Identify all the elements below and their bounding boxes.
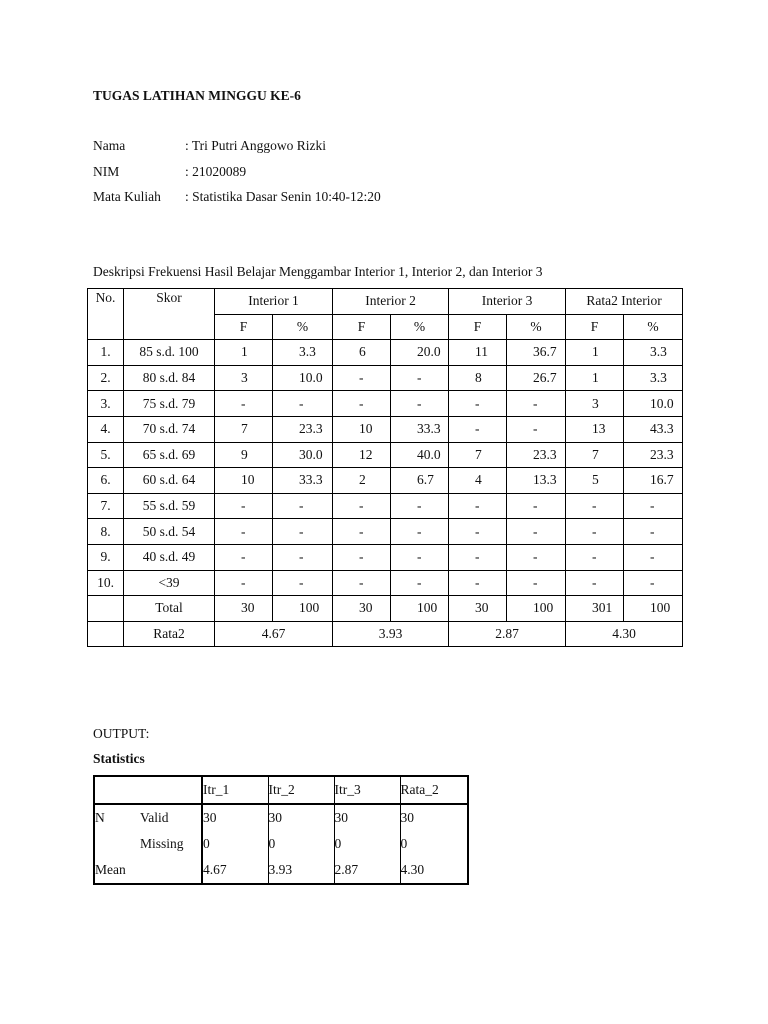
table-cell: 33.3 xyxy=(273,468,333,494)
table-cell: 5 xyxy=(566,468,624,494)
table-cell: 7 xyxy=(449,442,507,468)
table-cell: - xyxy=(507,391,566,417)
mean-label: Mean xyxy=(95,862,126,877)
stat-value: 30 xyxy=(400,804,468,831)
table-cell: 10 xyxy=(333,416,391,442)
table-cell: 4 xyxy=(449,468,507,494)
column-header: Rata_2 xyxy=(400,776,468,804)
table-cell: - xyxy=(215,493,273,519)
table-cell: - xyxy=(215,391,273,417)
header-skor: Skor xyxy=(124,289,215,340)
table-cell: - xyxy=(449,416,507,442)
table-cell: - xyxy=(624,570,683,596)
table-cell: - xyxy=(449,570,507,596)
subheader-pct: % xyxy=(391,314,449,340)
statistics-row-mean xyxy=(94,857,468,884)
statistics-header-row xyxy=(94,776,468,804)
table-row xyxy=(88,544,683,570)
row-score-range: <39 xyxy=(124,570,215,596)
table-cell: - xyxy=(507,493,566,519)
table-cell: - xyxy=(333,519,391,545)
row-score-range: 80 s.d. 84 xyxy=(124,365,215,391)
page-title: TUGAS LATIHAN MINGGU KE-6 xyxy=(93,88,301,103)
table-cell: 6 xyxy=(333,340,391,366)
column-header: Itr_3 xyxy=(334,776,400,804)
subheader-pct: % xyxy=(273,314,333,340)
table-cell: - xyxy=(449,544,507,570)
header-interior-1: Interior 1 xyxy=(215,289,333,315)
table-cell: - xyxy=(333,391,391,417)
table-cell: 12 xyxy=(333,442,391,468)
table-cell: 3.3 xyxy=(273,340,333,366)
stat-value: 4.30 xyxy=(400,857,468,884)
table-cell: 23.3 xyxy=(624,442,683,468)
mean-cell: 4.67 xyxy=(215,621,333,647)
mean-row xyxy=(88,621,683,647)
row-score-range: 70 s.d. 74 xyxy=(124,416,215,442)
n-label: N xyxy=(95,810,105,825)
stat-value: 2.87 xyxy=(334,857,400,884)
table-cell: - xyxy=(273,544,333,570)
total-cell: 30 xyxy=(333,596,391,622)
total-cell: 100 xyxy=(391,596,449,622)
table-cell: 9 xyxy=(215,442,273,468)
subheader-pct: % xyxy=(507,314,566,340)
table-row xyxy=(88,365,683,391)
header-interior-3: Interior 3 xyxy=(449,289,566,315)
column-header: Itr_1 xyxy=(202,776,268,804)
table-cell: - xyxy=(273,519,333,545)
total-label: Total xyxy=(124,596,215,622)
table-row xyxy=(88,391,683,417)
statistics-row-missing xyxy=(94,831,468,857)
table-cell: 11 xyxy=(449,340,507,366)
row-score-range: 40 s.d. 49 xyxy=(124,544,215,570)
student-info xyxy=(93,138,381,215)
info-row-nim xyxy=(93,164,381,190)
row-score-range: 50 s.d. 54 xyxy=(124,519,215,545)
table-cell: 20.0 xyxy=(391,340,449,366)
table-cell: 3 xyxy=(566,391,624,417)
table-cell: 10 xyxy=(215,468,273,494)
table-cell: - xyxy=(215,544,273,570)
statistics-table xyxy=(93,775,469,885)
table-cell: - xyxy=(566,493,624,519)
table-cell: - xyxy=(507,570,566,596)
row-number: 9. xyxy=(88,544,124,570)
stat-value: 3.93 xyxy=(268,857,334,884)
stat-value: 0 xyxy=(202,831,268,857)
table-cell: - xyxy=(624,519,683,545)
row-number: 3. xyxy=(88,391,124,417)
table-cell: 7 xyxy=(215,416,273,442)
row-score-range: 75 s.d. 79 xyxy=(124,391,215,417)
info-value: : Tri Putri Anggowo Rizki xyxy=(185,138,327,153)
subheader-f: F xyxy=(449,314,507,340)
total-row xyxy=(88,596,683,622)
output-label: OUTPUT: xyxy=(93,726,150,741)
row-score-range: 65 s.d. 69 xyxy=(124,442,215,468)
table-cell: - xyxy=(566,544,624,570)
mean-cell: 2.87 xyxy=(449,621,566,647)
stat-value: 4.67 xyxy=(202,857,268,884)
table-cell: - xyxy=(215,519,273,545)
table-cell: 3.3 xyxy=(624,365,683,391)
table-cell: - xyxy=(566,519,624,545)
info-value: : 21020089 xyxy=(185,163,247,179)
table-row xyxy=(88,416,683,442)
table-cell: - xyxy=(449,519,507,545)
table-cell: 26.7 xyxy=(507,365,566,391)
table-cell: 3 xyxy=(215,365,273,391)
row-score-range: 60 s.d. 64 xyxy=(124,468,215,494)
table-cell: 10.0 xyxy=(273,365,333,391)
subheader-f: F xyxy=(566,314,624,340)
stat-value: 0 xyxy=(268,831,334,857)
table-cell: - xyxy=(391,493,449,519)
table-cell: 33.3 xyxy=(391,416,449,442)
info-label: NIM xyxy=(93,163,120,179)
frequency-table xyxy=(87,288,683,647)
empty-cell xyxy=(88,596,124,622)
row-number: 2. xyxy=(88,365,124,391)
row-number: 10. xyxy=(88,570,124,596)
row-label: Missing xyxy=(140,836,184,851)
statistics-title: Statistics xyxy=(93,751,145,766)
row-score-range: 85 s.d. 100 xyxy=(124,340,215,366)
table-row xyxy=(88,570,683,596)
table-cell: 13.3 xyxy=(507,468,566,494)
stat-value: 30 xyxy=(334,804,400,831)
table-cell: - xyxy=(333,365,391,391)
table-cell: - xyxy=(215,570,273,596)
table-cell: - xyxy=(449,391,507,417)
mean-label: Rata2 xyxy=(124,621,215,647)
row-score-range: 55 s.d. 59 xyxy=(124,493,215,519)
mean-cell: 3.93 xyxy=(333,621,449,647)
table-cell: 40.0 xyxy=(391,442,449,468)
table-cell: - xyxy=(449,493,507,519)
table-cell: - xyxy=(333,544,391,570)
mean-cell: 4.30 xyxy=(566,621,683,647)
info-row-mata-kuliah xyxy=(93,189,381,215)
total-cell: 30 xyxy=(215,596,273,622)
header-rata2-interior: Rata2 Interior xyxy=(566,289,683,315)
table-cell: - xyxy=(273,570,333,596)
total-cell: 301 xyxy=(566,596,624,622)
table-cell: 8 xyxy=(449,365,507,391)
table-description: Deskripsi Frekuensi Hasil Belajar Menggambar Interior 1, Interior 2, dan Interior 3 xyxy=(93,264,543,279)
table-cell: - xyxy=(507,519,566,545)
table-cell: - xyxy=(273,493,333,519)
table-row xyxy=(88,493,683,519)
table-cell: 43.3 xyxy=(624,416,683,442)
table-cell: - xyxy=(391,519,449,545)
table-cell: 30.0 xyxy=(273,442,333,468)
header-row xyxy=(88,289,683,315)
info-value: : Statistika Dasar Senin 10:40-12:20 xyxy=(185,189,381,204)
table-cell: - xyxy=(391,391,449,417)
row-number: 1. xyxy=(88,340,124,366)
table-row xyxy=(88,442,683,468)
info-label: Mata Kuliah xyxy=(93,189,161,204)
table-cell: - xyxy=(333,570,391,596)
row-number: 8. xyxy=(88,519,124,545)
table-cell: 6.7 xyxy=(391,468,449,494)
row-number: 6. xyxy=(88,468,124,494)
subheader-f: F xyxy=(333,314,391,340)
table-cell: - xyxy=(273,391,333,417)
table-cell: - xyxy=(624,544,683,570)
stat-value: 0 xyxy=(334,831,400,857)
table-cell: 10.0 xyxy=(624,391,683,417)
stat-value: 0 xyxy=(400,831,468,857)
table-cell: 16.7 xyxy=(624,468,683,494)
total-cell: 30 xyxy=(449,596,507,622)
empty-cell xyxy=(140,776,202,804)
table-cell: 23.3 xyxy=(507,442,566,468)
empty-cell xyxy=(94,776,140,804)
stat-value: 30 xyxy=(202,804,268,831)
table-cell: 1 xyxy=(215,340,273,366)
stat-value: 30 xyxy=(268,804,334,831)
row-number: 5. xyxy=(88,442,124,468)
empty-cell xyxy=(88,621,124,647)
row-number: 7. xyxy=(88,493,124,519)
subheader-pct: % xyxy=(624,314,683,340)
table-cell: 36.7 xyxy=(507,340,566,366)
table-cell: - xyxy=(391,365,449,391)
header-interior-2: Interior 2 xyxy=(333,289,449,315)
table-cell: - xyxy=(391,570,449,596)
table-cell: 3.3 xyxy=(624,340,683,366)
table-row xyxy=(88,519,683,545)
info-row-nama xyxy=(93,138,381,164)
row-number: 4. xyxy=(88,416,124,442)
column-header: Itr_2 xyxy=(268,776,334,804)
subheader-f: F xyxy=(215,314,273,340)
table-cell: - xyxy=(333,493,391,519)
info-label: Nama xyxy=(93,138,126,153)
table-cell: 1 xyxy=(566,365,624,391)
row-label: Valid xyxy=(140,810,169,825)
total-cell: 100 xyxy=(624,596,683,622)
table-cell: - xyxy=(391,544,449,570)
table-cell: - xyxy=(566,570,624,596)
table-row xyxy=(88,468,683,494)
total-cell: 100 xyxy=(507,596,566,622)
table-cell: 7 xyxy=(566,442,624,468)
table-cell: - xyxy=(507,544,566,570)
table-cell: 2 xyxy=(333,468,391,494)
table-cell: 1 xyxy=(566,340,624,366)
header-no: No. xyxy=(88,289,124,340)
table-cell: 13 xyxy=(566,416,624,442)
table-cell: 23.3 xyxy=(273,416,333,442)
empty-cell xyxy=(94,831,140,857)
statistics-row-valid xyxy=(94,804,468,831)
total-cell: 100 xyxy=(273,596,333,622)
table-cell: - xyxy=(624,493,683,519)
table-cell: - xyxy=(507,416,566,442)
table-row xyxy=(88,340,683,366)
